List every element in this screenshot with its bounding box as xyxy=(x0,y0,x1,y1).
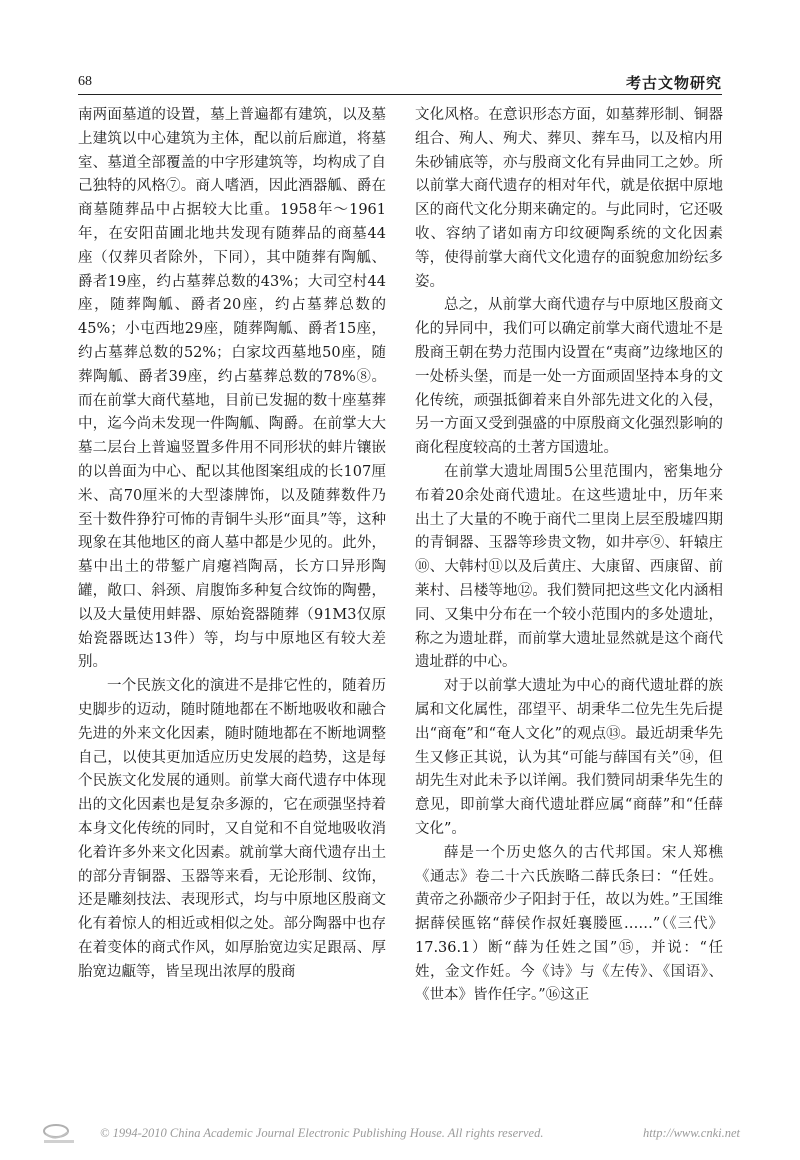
page-number: 68 xyxy=(78,74,92,89)
footer-url[interactable]: http://www.cnki.net xyxy=(643,1126,740,1140)
right-paragraph-4: 对于以前掌大遗址为中心的商代遗址群的族属和文化属性，邵望平、胡秉华二位先生先后提出“商奄”和“奄人文化”的观点⑬。最近胡秉华先生又修正其说，认为其“可能与薛国有关”⑭，但胡先生对此未予以详阐。我们赞同胡秉华先生的意见，即前掌大商代遗址群应属“商薛”和“任薛文化”。 xyxy=(415,678,723,837)
left-column xyxy=(78,104,386,984)
right-paragraph-2: 总之，从前掌大商代遗存与中原地区殷商文化的异同中，我们可以确定前掌大商代遗址不是殷商王朝在势力范围内设置在“夷商”边缘地区的一处桥头堡，而是一处一方面顽固坚持本身的文化传统，顽强抵御着来自外部先进文化的入侵，另一方面又受到强盛的中原殷商文化强烈影响的商化程度较高的土著方国遗址。 xyxy=(415,297,723,457)
right-paragraph-1: 文化风格。在意识形态方面，如墓葬形制、铜器组合、殉人、殉犬、葬贝、葬车马，以及棺内用朱砂铺底等，亦与殷商文化有异曲同工之妙。所以前掌大商代遗存的相对年代，就是依据中原地区的商代文化分期来确定的。与此同时，它还吸收、容纳了诸如南方印纹硬陶系统的文化因素等，使得前掌大商代文化遗存的面貌愈加纷纭多姿。 xyxy=(415,107,723,290)
journal-title: 考古文物研究 xyxy=(625,74,722,92)
left-paragraph-1: 南两面墓道的设置，墓上普遍都有建筑，以及墓上建筑以中心建筑为主体，配以前后廊道，将墓室、墓道全部覆盖的中字形建筑等，均构成了自己独特的风格⑦。商人嗜酒，因此酒器觚、爵在商墓随葬品中占据较大比重。1958年～1961年，在安阳苗圃北地共发现有随葬品的商墓44座（仅葬贝者除外，下同），其中随葬有陶觚、爵者19座，约占墓葬总数的43%；大司空村44座，随葬陶觚、爵者20座，约占墓葬总数的45%；小屯西地29座，随葬陶觚、爵者15座，约占墓葬总数的52%；白家坟西墓地50座，随葬陶觚、爵者39座，约占墓葬总数的78%⑧。而在前掌大商代墓地，目前已发掘的数十座墓葬中，迄今尚未发现一件陶觚、陶爵。在前掌大大墓二层台上普遍竖置多件用不同形状的蚌片镶嵌的以兽面为中心、配以其他图案组成的长107厘米、高70厘米的大型漆牌饰，以及随葬数件乃至十数件狰狞可怖的青铜牛头形“面具”等，这种现象在其他地区的商人墓中都是少见的。此外，墓中出土的带錾广肩瘪裆陶鬲，长方口异形陶罐，敞口、斜颈、肩腹饰多种复合纹饰的陶罍，以及大量使用蚌器、原始瓷器随葬（91M3仅原始瓷器既达13件）等，均与中原地区有较大差别。 xyxy=(78,107,386,671)
right-column xyxy=(415,104,723,1008)
copyright-text: © 1994-2010 China Academic Journal Electronic Publishing House. All rights reserved. xyxy=(100,1126,544,1140)
right-paragraph-3: 在前掌大遗址周围5公里范围内，密集地分布着20余处商代遗址。在这些遗址中，历年来出土了大量的不晚于商代二里岗上层至殷墟四期的青铜器、玉器等珍贵文物，如井亭⑨、轩辕庄⑩、大韩村⑪以及后黄庄、大康留、西康留、前莱村、吕楼等地⑫。我们赞同把这些文化内涵相同、又集中分布在一个较小范围内的多处遗址，称之为遗址群，而前掌大遗址显然就是这个商代遗址群的中心。 xyxy=(415,463,723,671)
cnki-logo-icon xyxy=(40,1120,80,1146)
page-header xyxy=(78,70,722,95)
page-footer xyxy=(40,1118,740,1152)
right-paragraph-5: 薛是一个历史悠久的古代邦国。宋人郑樵《通志》卷二十六氏族略二薛氏条曰：“任姓。黄帝之孙颛帝少子阳封于任，故以为姓。”王国维据薛侯匜铭“薛侯作叔妊襄媵匜……”（《三代》17.36.1）断“薛为任姓之国”⑮，并说：“任姓，金文作妊。今《诗》与《左传》、《国语》、《世本》皆作任字。”⑯这正 xyxy=(415,844,723,1004)
left-paragraph-2: 一个民族文化的演进不是排它性的，随着历史脚步的迈动，随时随地都在不断地吸收和融合先进的外来文化因素，随时随地都在不断地调整自己，以使其更加适应历史发展的趋势，这是每个民族文化发展的通则。前掌大商代遗存中体现出的文化因素也是复杂多源的，它在顽强坚持着本身文化传统的同时，又自觉和不自觉地吸收消化着许多外来文化因素。就前掌大商代遗存出土的部分青铜器、玉器等来看，无论形制、纹饰，还是雕刻技法、表现形式，均与中原地区殷商文化有着惊人的相近或相似之处。部分陶器中也存在着变体的商式作风，如厚胎宽边实足跟鬲、厚胎宽边甗等，皆呈现出浓厚的殷商 xyxy=(78,678,386,980)
